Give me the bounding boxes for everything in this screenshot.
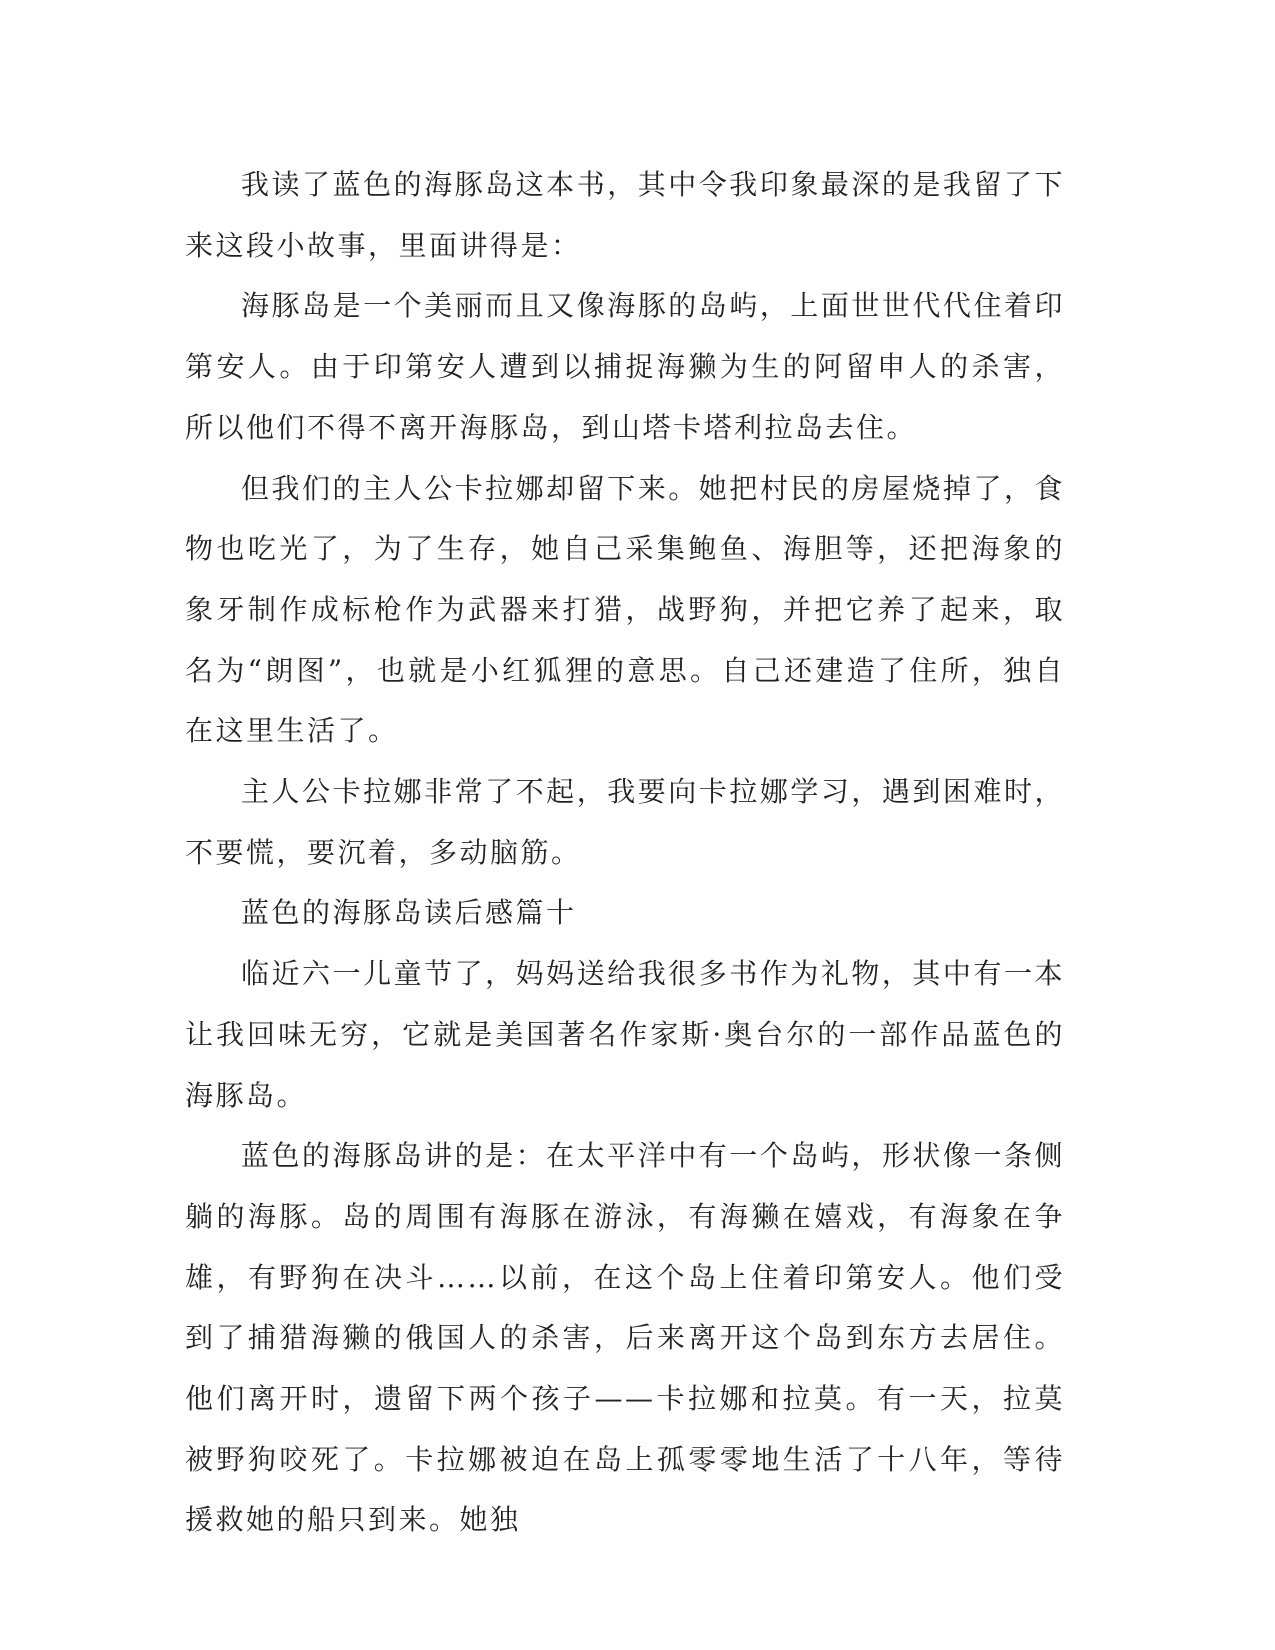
paragraph: 临近六一儿童节了，妈妈送给我很多书作为礼物，其中有一本让我回味无穷，它就是美国著名作家斯·奥台尔的一部作品蓝色的海豚岛。: [185, 957, 1065, 1112]
paragraph: 主人公卡拉娜非常了不起，我要向卡拉娜学习，遇到困难时，不要慌，要沉着，多动脑筋。: [185, 775, 1065, 869]
section-heading: 蓝色的海豚岛读后感篇十: [241, 896, 577, 930]
document-body: [185, 155, 1065, 1551]
paragraph: 但我们的主人公卡拉娜却留下来。她把村民的房屋烧掉了，食物也吃光了，为了生存，她自己采集鲍鱼、海胆等，还把海象的象牙制作成标枪作为武器来打猎，战野狗，并把它养了起来，取名为“朗图”，也就是小红狐狸的意思。自己还建造了住所，独自在这里生活了。: [185, 471, 1065, 748]
paragraph: 蓝色的海豚岛讲的是：在太平洋中有一个岛屿，形状像一条侧躺的海豚。岛的周围有海豚在游泳，有海獭在嬉戏，有海象在争雄，有野狗在决斗……以前，在这个岛上住着印第安人。他们受到了捕猎海獭的俄国人的杀害，后来离开这个岛到东方去居住。他们离开时，遗留下两个孩子——卡拉娜和拉莫。有一天，拉莫被野狗咬死了。卡拉娜被迫在岛上孤零零地生活了十八年，等待援救她的船只到来。她独: [185, 1139, 1065, 1537]
paragraph: 我读了蓝色的海豚岛这本书，其中令我印象最深的是我留了下来这段小故事，里面讲得是：: [185, 168, 1065, 262]
paragraph: 海豚岛是一个美丽而且又像海豚的岛屿，上面世世代代住着印第安人。由于印第安人遭到以捕捉海獭为生的阿留申人的杀害，所以他们不得不离开海豚岛，到山塔卡塔利拉岛去住。: [185, 289, 1065, 444]
